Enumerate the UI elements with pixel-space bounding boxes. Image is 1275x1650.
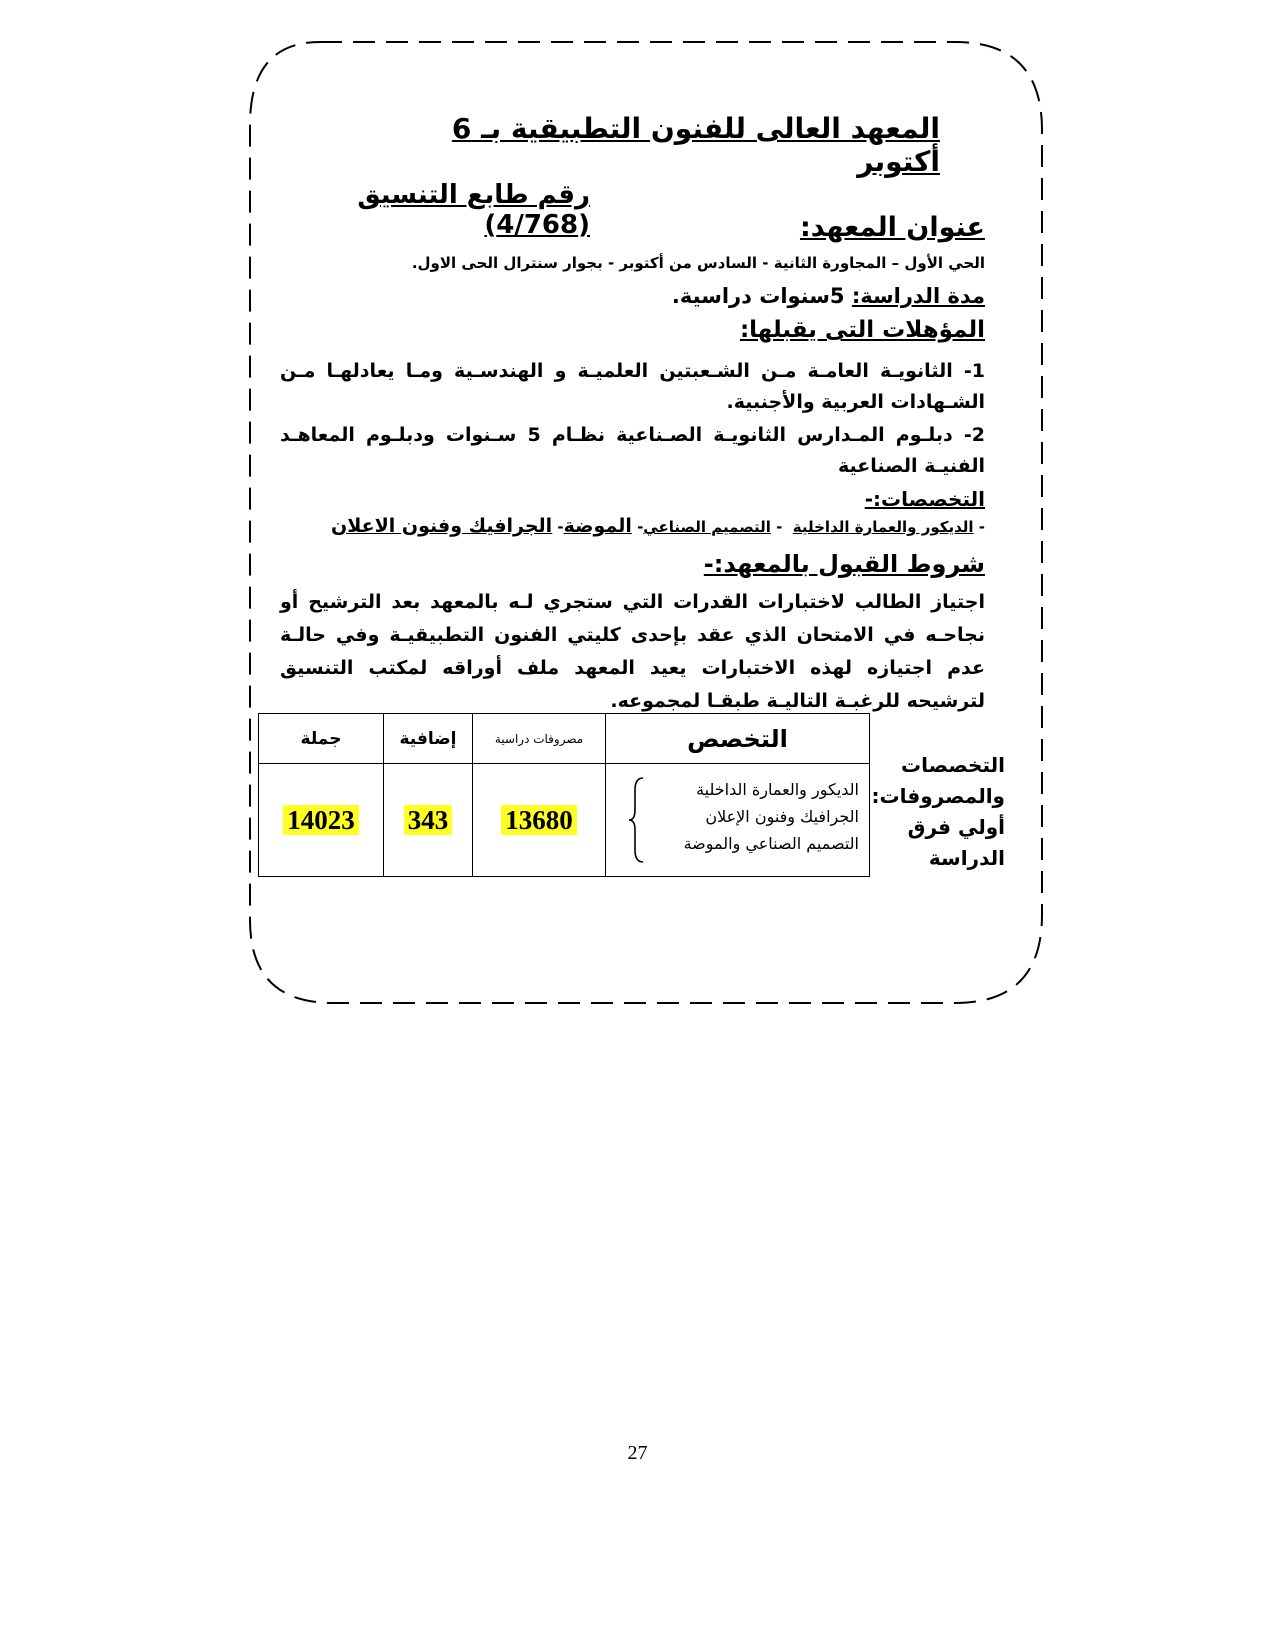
fees-table xyxy=(258,713,870,877)
cell-specializations xyxy=(606,764,870,877)
header-total: جملة xyxy=(259,714,384,764)
qualifications-heading: المؤهلات التى يقبلها: xyxy=(739,317,985,343)
specializations-list: - الديكور والعمارة الداخلية - التصميم الصناعي- الموضة- الجرافيك وفنون الاعلان xyxy=(330,515,985,537)
address-heading: عنوان المعهد: xyxy=(799,212,985,243)
header-specialization: التخصص xyxy=(606,714,870,764)
specializations-in-table xyxy=(684,776,859,857)
fees-side-label: التخصصات والمصروفات: أولي فرق الدراسة xyxy=(871,753,1005,870)
table-row xyxy=(259,764,870,877)
qualification-item-2: 2- دبلـوم المـدارس الثانويـة الصـناعية نظـام 5 سـنوات ودبلـوم المعاهـد الفنيـة الصناعية xyxy=(280,424,985,477)
brace-icon xyxy=(628,776,646,864)
specialization-decor: الديكور والعمارة الداخلية xyxy=(792,518,974,536)
coordination-number: رقم طابع التنسيق (4/768) xyxy=(357,180,590,240)
cell-total xyxy=(259,764,384,877)
header-additional: إضافية xyxy=(384,714,473,764)
institute-title: المعهد العالى للفنون التطبيقية بـ 6 أكتوبر xyxy=(451,112,940,178)
list-item: التصميم الصناعي والموضة xyxy=(683,834,859,853)
tuition-value: 13680 xyxy=(501,805,577,835)
specialization-graphic: الجرافيك وفنون الاعلان xyxy=(330,515,553,537)
cell-additional xyxy=(384,764,473,877)
duration-heading: مدة الدراسة: xyxy=(851,284,985,308)
header-tuition: مصروفات دراسية xyxy=(473,714,606,764)
additional-value: 343 xyxy=(404,805,453,835)
study-duration xyxy=(500,284,985,308)
address-text: الحي الأول – المجاورة الثانية - السادس من أكتوبر - بجوار سنترال الحى الاول. xyxy=(411,254,985,272)
qualification-item-1: 1- الثانويـة العامـة مـن الشـعبتين العلميـة و الهندسـية ومـا يعادلهـا مـن الشـهادات العربية والأجنبية. xyxy=(280,360,985,413)
duration-value: 5سنوات دراسية. xyxy=(671,284,852,308)
list-item: الجرافيك وفنون الإعلان xyxy=(705,807,859,826)
specialization-industrial-design: التصميم الصناعي xyxy=(643,518,771,536)
admission-heading: شروط القبول بالمعهد:- xyxy=(703,550,985,578)
specializations-heading: التخصصات:- xyxy=(864,487,985,511)
specialization-fashion: الموضة xyxy=(563,515,632,537)
table-header-row xyxy=(259,714,870,764)
total-value: 14023 xyxy=(283,805,359,835)
page-number: 27 xyxy=(627,1442,648,1464)
cell-tuition xyxy=(473,764,606,877)
admission-text: اجتياز الطالب لاختبارات القدرات التي ستجري لـه بالمعهد بعد الترشيح أو نجاحـه في الامتحان الذي عقد بإحدى كليتي الفنون التطبيقيـة وفي حالـة عدم اجتيازه لهذه الاختبارات يعيد المعهد ملف أوراقه لمكتب التنسيق لترشيحه للرغبـة التاليـة طبقـا لمجموعه. xyxy=(280,591,985,712)
list-item: الديكور والعمارة الداخلية xyxy=(696,780,859,799)
